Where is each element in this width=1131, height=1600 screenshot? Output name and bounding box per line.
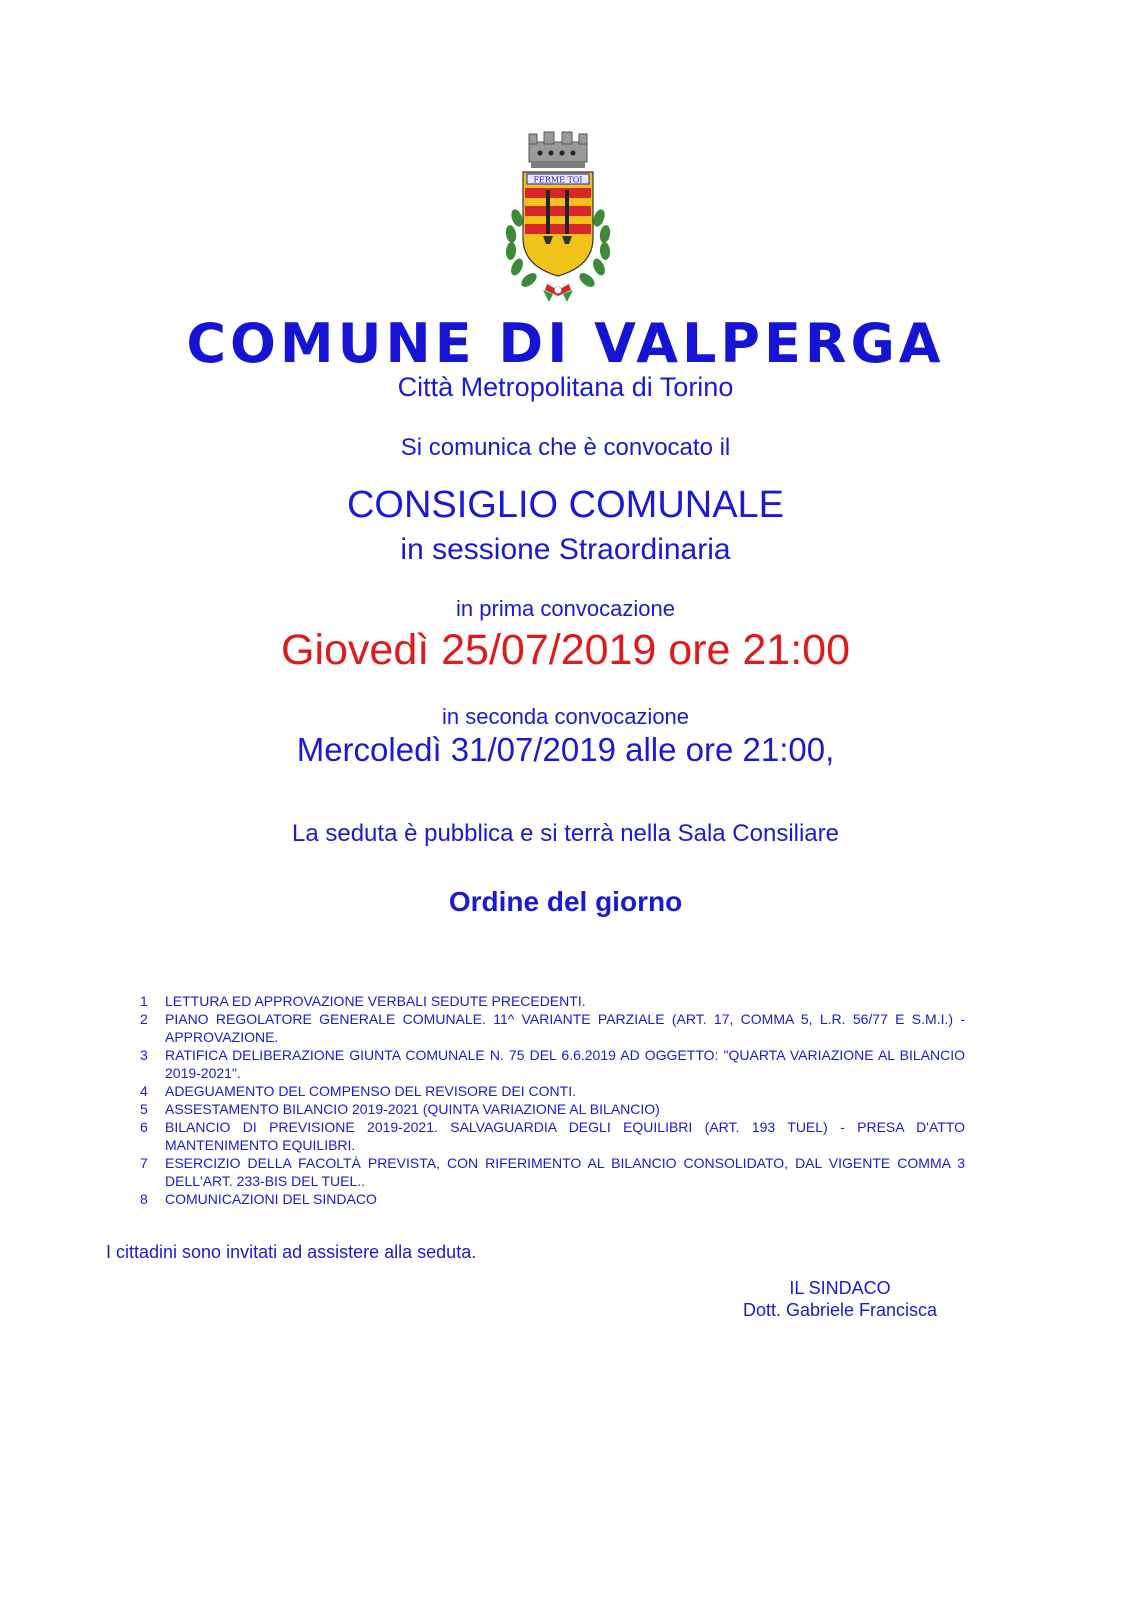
crown-icon [529,132,587,168]
agenda-item-text: PIANO REGOLATORE GENERALE COMUNALE. 11^ VARIANTE PARZIALE (ART. 17, COMMA 5, L.R. 56/77 E S.M.I.) - APPROVAZIONE. [165,1011,965,1045]
citizens-invitation: I cittadini sono invitati ad assistere alla seduta. [106,1242,477,1262]
coat-of-arms-icon [499,126,619,304]
agenda-item-number: 4 [140,1083,148,1099]
agenda-item-text: LETTURA ED APPROVAZIONE VERBALI SEDUTE PRECEDENTI. [165,993,586,1009]
agenda-heading: Ordine del giorno [448,886,683,917]
agenda-item-number: 5 [140,1101,148,1117]
agenda-item-text: ESERCIZIO DELLA FACOLTÀ PREVISTA, CON RIFERIMENTO AL BILANCIO CONSOLIDATO, DAL VIGENTE COMMA 3 DELL'ART. 233-BIS DEL TUEL.. [165,1155,965,1189]
agenda-item-number: 7 [140,1155,148,1171]
agenda-item-number: 2 [140,1011,148,1027]
agenda-item [140,1010,965,1046]
agenda-item-text: RATIFICA DELIBERAZIONE GIUNTA COMUNALE N. 75 DEL 6.6.2019 AD OGGETTO: "QUARTA VARIAZIONE AL BILANCIO 2019-2021". [165,1047,965,1081]
ribbon-icon [543,284,573,302]
council-heading: CONSIGLIO COMUNALE [346,484,785,526]
municipality-title: COMUNE DI VALPERGA [186,312,945,375]
signer-name: Dott. Gabriele Francisca [742,1300,938,1320]
agenda-item-text: COMUNICAZIONI DEL SINDACO [165,1191,377,1207]
agenda-item-number: 3 [140,1047,148,1063]
agenda-item-text: ASSESTAMENTO BILANCIO 2019-2021 (QUINTA VARIAZIONE AL BILANCIO) [165,1101,660,1117]
agenda-item [140,992,965,1010]
shield-icon [523,172,593,276]
second-call-date: Mercoledì 31/07/2019 alle ore 21:00, [296,731,835,768]
metropolitan-city-subtitle: Città Metropolitana di Torino [397,372,734,402]
agenda-item-text: ADEGUAMENTO DEL COMPENSO DEL REVISORE DEI CONTI. [165,1083,576,1099]
agenda-item-number: 1 [140,993,148,1009]
agenda-item [140,1154,965,1190]
public-session-note: La seduta è pubblica e si terrà nella Sala Consiliare [292,820,839,847]
agenda-item [140,1082,965,1100]
first-call-label: in prima convocazione [456,596,675,621]
agenda-item-text: BILANCIO DI PREVISIONE 2019-2021. SALVAGUARDIA DEGLI EQUILIBRI (ART. 193 TUEL) - PRESA D'ATTO MANTENIMENTO EQUILIBRI. [165,1119,965,1153]
signer-role: IL SINDACO [789,1278,891,1298]
agenda-item [140,1190,965,1208]
agenda-item [140,1100,965,1118]
first-call-date: Giovedì 25/07/2019 ore 21:00 [281,626,850,674]
notice-intro: Si comunica che è convocato il [400,434,731,461]
agenda-item-number: 6 [140,1119,148,1135]
agenda-item [140,1046,965,1082]
agenda-item [140,1118,965,1154]
session-type: in sessione Straordinaria [400,533,731,566]
second-call-label: in seconda convocazione [441,704,690,729]
crest-motto: FERME TOI [533,175,583,185]
agenda-list [140,992,965,1208]
agenda-item-number: 8 [140,1191,148,1207]
